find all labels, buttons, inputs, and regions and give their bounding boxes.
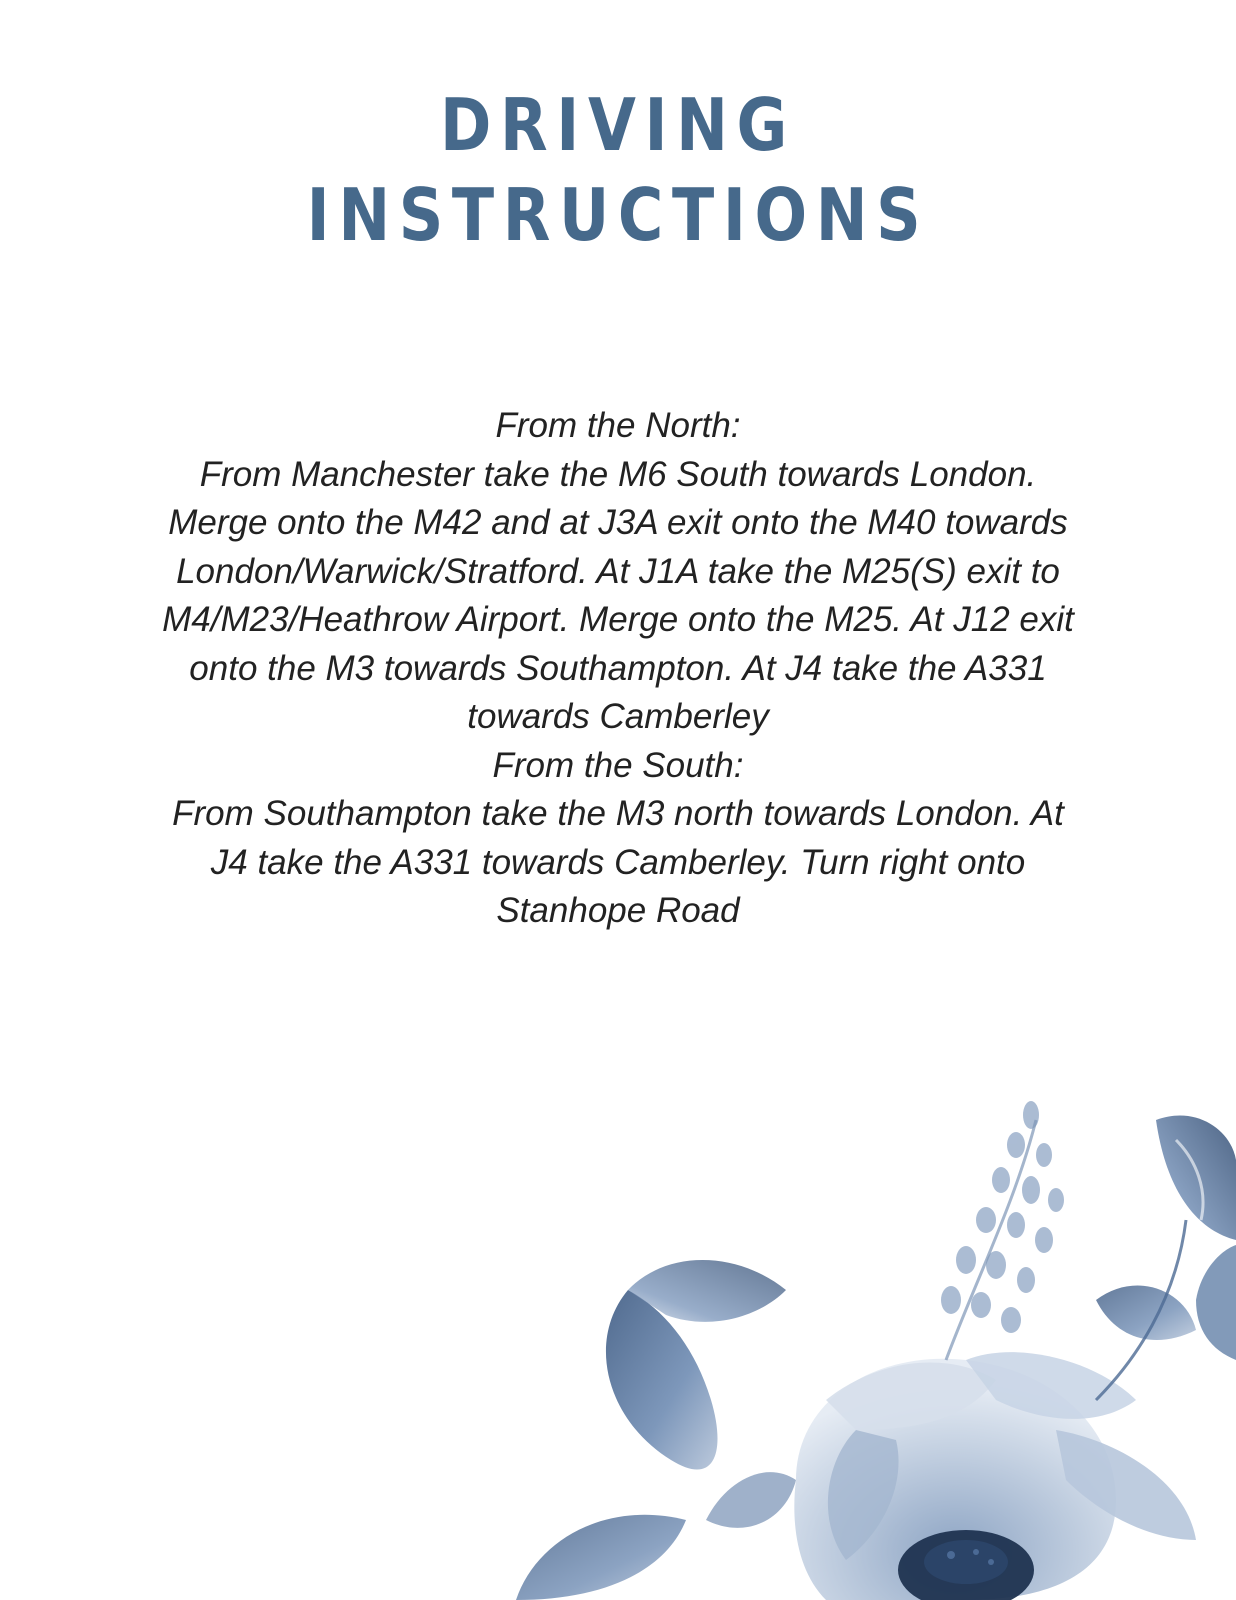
title-line-2: INSTRUCTIONS: [306, 173, 930, 257]
south-heading: From the South:: [492, 745, 744, 785]
south-text: From Southampton take the M3 north towards London. At J4 take the A331 towards Camberley. Turn right onto Stanhope Road: [172, 794, 1064, 930]
watercolor-flower-icon: [496, 1100, 1236, 1600]
page-title: [87, 80, 1150, 260]
north-heading: From the North:: [495, 406, 741, 445]
title-line-1: DRIVING: [440, 83, 796, 167]
north-text: From Manchester take the M6 South towards London. Merge onto the M42 and at J3A exit onto the M40 towards London/Warwick/Stratford. At J1A take the M25(S) exit to M4/M23/Heathrow Airport. Merge onto the M25. At J12 exit onto the M3 towards Southampton. At J4 take the A331 towards Camberley: [162, 454, 1074, 736]
instructions-body: [150, 402, 1086, 936]
